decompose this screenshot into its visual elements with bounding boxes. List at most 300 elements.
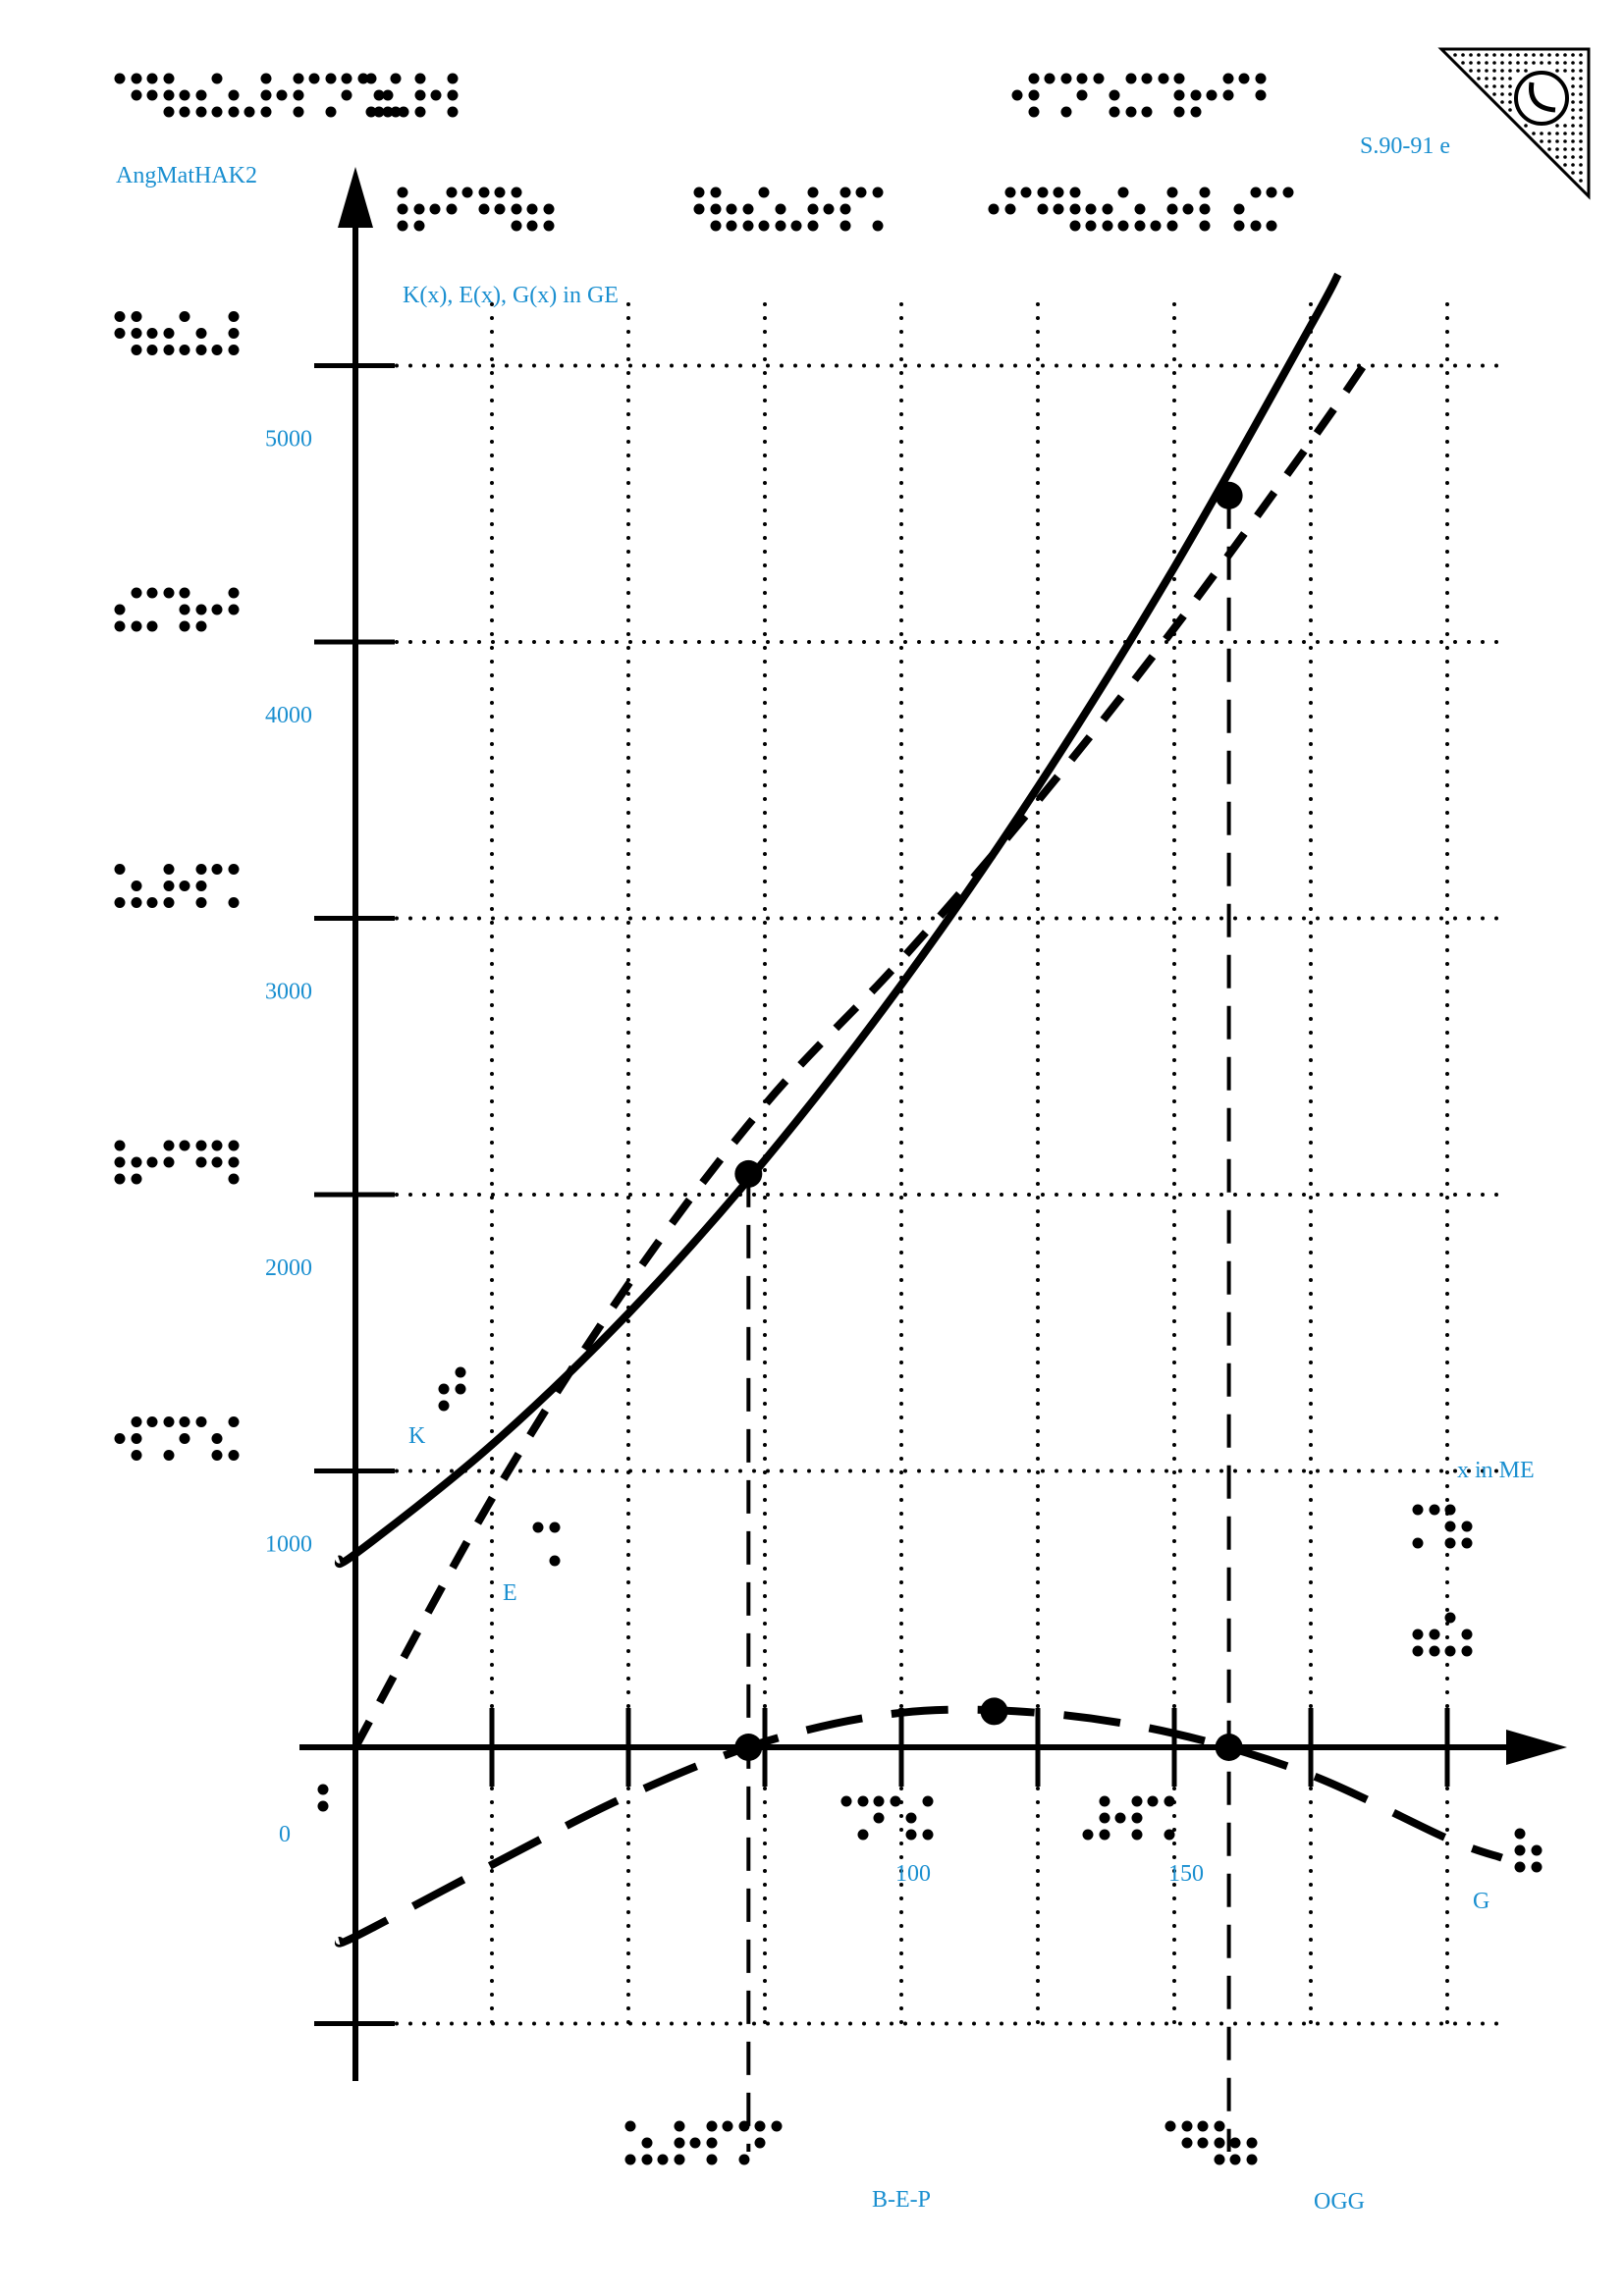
braille-dot [755, 2138, 766, 2149]
braille-dot [1054, 187, 1064, 198]
braille-dot [229, 311, 240, 322]
braille-dot [398, 204, 408, 215]
braille-dot [550, 1556, 561, 1567]
braille-dot [1413, 1505, 1424, 1516]
braille-dot [1045, 74, 1056, 84]
braille-dot [132, 1157, 142, 1168]
braille-dot [1223, 90, 1234, 101]
braille-dot [1110, 90, 1120, 101]
braille-dot [196, 881, 207, 891]
braille-dot [1267, 221, 1277, 232]
braille-dot [1191, 90, 1202, 101]
braille-dot [1515, 1845, 1526, 1856]
braille-dot [318, 1801, 329, 1812]
braille-dot [1251, 221, 1262, 232]
braille-dot [1151, 221, 1162, 232]
braille-dot [694, 187, 705, 198]
braille-dot [366, 107, 377, 118]
braille-dot [840, 204, 851, 215]
series-k-line [339, 275, 1338, 1564]
braille-dot [212, 1433, 223, 1444]
braille-dot [707, 2138, 718, 2149]
braille-dot [229, 897, 240, 908]
braille-dot [1215, 2155, 1225, 2165]
braille-dot [1094, 74, 1105, 84]
braille-dot [196, 621, 207, 632]
braille-dot [1200, 221, 1211, 232]
braille-dot [527, 221, 538, 232]
braille-dot [840, 221, 851, 232]
braille-dot [180, 345, 190, 355]
braille-dot [1029, 90, 1040, 101]
braille-dot [196, 328, 207, 339]
y-tick-label: 4000 [265, 703, 312, 728]
y-tick-label: 3000 [265, 979, 312, 1005]
braille-dot [229, 1416, 240, 1427]
braille-dot [164, 1157, 175, 1168]
braille-dot [277, 90, 288, 101]
axes [299, 167, 1567, 2081]
braille-dot [180, 1433, 190, 1444]
braille-dot [196, 1416, 207, 1427]
braille-dot [1070, 204, 1081, 215]
intersection-points [734, 482, 1242, 1761]
braille-dot [115, 1433, 126, 1444]
braille-dot [229, 1450, 240, 1461]
braille-dot [1462, 1522, 1473, 1532]
braille-dot [841, 1796, 852, 1807]
braille-dot [1110, 107, 1120, 118]
braille-dot [212, 107, 223, 118]
braille-dot [1167, 204, 1178, 215]
braille-dot [180, 1416, 190, 1427]
braille-dot [147, 897, 158, 908]
braille-dot [642, 2138, 653, 2149]
braille-dot [398, 187, 408, 198]
braille-dot [342, 74, 352, 84]
braille-dot [132, 1450, 142, 1461]
braille-dot [1230, 2155, 1241, 2165]
braille-dot [415, 74, 426, 84]
braille-dot [196, 1157, 207, 1168]
drop-lines [748, 496, 1228, 2152]
braille-dot [675, 2155, 685, 2165]
braille-dot [180, 311, 190, 322]
braille-dot [1118, 221, 1129, 232]
braille-dot [1167, 187, 1178, 198]
braille-dot [1182, 2121, 1193, 2132]
braille-dot [1200, 204, 1211, 215]
braille-dot [495, 187, 506, 198]
braille-dot [1077, 90, 1088, 101]
braille-dot [512, 187, 522, 198]
data-point [734, 1734, 762, 1761]
braille-dot [326, 107, 337, 118]
doc-code: AngMatHAK2 [116, 163, 257, 188]
braille-dot [196, 864, 207, 875]
braille-dot [1159, 74, 1169, 84]
braille-dot [115, 1141, 126, 1151]
braille-dot [707, 2121, 718, 2132]
braille-dot [711, 204, 722, 215]
data-point [1216, 1734, 1243, 1761]
braille-dot [439, 1384, 450, 1395]
braille-dot [1086, 221, 1097, 232]
braille-dot [383, 107, 394, 118]
braille-dot [180, 107, 190, 118]
series [339, 275, 1502, 1944]
braille-dot [1142, 107, 1153, 118]
braille-dot [550, 1522, 561, 1533]
braille-dot [115, 1174, 126, 1185]
braille-dot [1012, 90, 1023, 101]
braille-dot [132, 311, 142, 322]
braille-dot [1142, 74, 1153, 84]
braille-dot [512, 221, 522, 232]
braille-dot [658, 2155, 669, 2165]
braille-dot [196, 897, 207, 908]
braille-dot [1430, 1505, 1440, 1516]
braille-dot [874, 1796, 885, 1807]
braille-dot [447, 204, 458, 215]
braille-dot [1132, 1813, 1143, 1824]
braille-dot [164, 897, 175, 908]
braille-dot [115, 621, 126, 632]
braille-dot [1430, 1646, 1440, 1657]
braille-dot [196, 345, 207, 355]
braille-dot [1038, 187, 1049, 198]
braille-dot [1413, 1538, 1424, 1549]
braille-dot [164, 1416, 175, 1427]
braille-dot [147, 74, 158, 84]
braille-dot [147, 90, 158, 101]
braille-dot [415, 90, 426, 101]
braille-dot [294, 107, 304, 118]
braille-dot [391, 74, 402, 84]
braille-dot [244, 107, 255, 118]
braille-dot [180, 605, 190, 615]
braille-dot [1462, 1646, 1473, 1657]
braille-dot [164, 1450, 175, 1461]
braille-dot [906, 1830, 917, 1841]
braille-dot [874, 1813, 885, 1824]
braille-dot [1215, 2121, 1225, 2132]
braille-dot [261, 74, 272, 84]
braille-dot [164, 345, 175, 355]
braille-dot [690, 2138, 701, 2149]
braille-dot [448, 74, 459, 84]
braille-dot [229, 107, 240, 118]
braille-dot [759, 221, 770, 232]
braille-dot [1532, 1862, 1543, 1873]
braille-dot [1462, 1629, 1473, 1640]
curve-label-k: K [408, 1423, 426, 1449]
braille-dot [132, 897, 142, 908]
braille-dot [132, 1174, 142, 1185]
braille-dot [495, 204, 506, 215]
braille-dot [808, 204, 819, 215]
x-axis-arrow-icon [1506, 1730, 1567, 1765]
braille-dot [1005, 204, 1016, 215]
braille-dot [1215, 2138, 1225, 2149]
braille-dot [923, 1796, 934, 1807]
braille-dot [229, 588, 240, 599]
curve-label-g: G [1473, 1889, 1490, 1914]
braille-dot [625, 2121, 636, 2132]
braille-dot [1103, 204, 1113, 215]
braille-dot [776, 221, 786, 232]
braille-dot [1430, 1629, 1440, 1640]
braille-dot [115, 1157, 126, 1168]
braille-dot [212, 605, 223, 615]
annotation-bep: B-E-P [872, 2187, 931, 2213]
braille-dot [294, 74, 304, 84]
braille-dot [1462, 1538, 1473, 1549]
braille-dot [196, 605, 207, 615]
braille-dot [1413, 1646, 1424, 1657]
braille-dot [164, 107, 175, 118]
braille-dot [132, 881, 142, 891]
braille-dot [772, 2121, 783, 2132]
braille-dot [873, 221, 884, 232]
braille-dot [1198, 2138, 1209, 2149]
braille-dot [1515, 1829, 1526, 1840]
braille-dot [858, 1830, 869, 1841]
braille-dot [439, 1401, 450, 1412]
braille-dot [212, 1450, 223, 1461]
braille-dot [1135, 221, 1146, 232]
braille-dot [212, 864, 223, 875]
braille-dot [743, 221, 754, 232]
braille-dot [261, 90, 272, 101]
braille-dot [383, 90, 394, 101]
braille-dot [196, 1141, 207, 1151]
braille-dot [294, 90, 304, 101]
braille-dot [1100, 1830, 1110, 1841]
braille-dot [1247, 2138, 1258, 2149]
braille-dot [1126, 74, 1137, 84]
braille-dot [398, 221, 408, 232]
braille-dot [1223, 74, 1234, 84]
braille-dot [115, 864, 126, 875]
braille-dot [261, 107, 272, 118]
braille-dot [711, 221, 722, 232]
braille-dot [1167, 221, 1178, 232]
braille-dot [132, 1433, 142, 1444]
braille-dot [115, 897, 126, 908]
braille-dot [791, 221, 802, 232]
braille-dot [1100, 1813, 1110, 1824]
braille-dot [366, 74, 377, 84]
braille-dot [132, 621, 142, 632]
braille-dot [1413, 1629, 1424, 1640]
braille-dot [856, 187, 867, 198]
braille-dot [132, 1416, 142, 1427]
braille-dot [1165, 2121, 1176, 2132]
braille-dot [1103, 221, 1113, 232]
braille-dot [1191, 107, 1202, 118]
braille-dot [447, 187, 458, 198]
braille-dot [675, 2138, 685, 2149]
x-tick-label: 0 [279, 1822, 291, 1847]
braille-dot [164, 90, 175, 101]
braille-dot [1198, 2121, 1209, 2132]
braille-dot [642, 2155, 653, 2165]
curve-label-e: E [503, 1580, 517, 1606]
braille-dot [1230, 2138, 1241, 2149]
braille-dot [1070, 221, 1081, 232]
braille-dot [707, 2155, 718, 2165]
braille-dot [891, 1796, 901, 1807]
braille-dot [132, 328, 142, 339]
braille-dot [132, 90, 142, 101]
data-point [981, 1697, 1008, 1725]
braille-dot [1532, 1845, 1543, 1856]
braille-dot [544, 221, 555, 232]
y-tick-label: 1000 [265, 1531, 312, 1558]
labels [116, 133, 1535, 2215]
braille-dot [448, 107, 459, 118]
page-ref: S.90-91 e [1360, 133, 1450, 159]
braille-dot [824, 204, 835, 215]
braille-dot [1239, 74, 1250, 84]
braille-dot [1174, 90, 1185, 101]
braille-dot [229, 328, 240, 339]
braille-dot [212, 74, 223, 84]
braille-dot [180, 588, 190, 599]
data-point [734, 1160, 762, 1188]
braille-dot [132, 588, 142, 599]
braille-dot [1005, 187, 1016, 198]
y-axis-arrow-icon [338, 167, 373, 228]
braille-dot [147, 1157, 158, 1168]
braille-dot [1132, 1830, 1143, 1841]
braille-dot [479, 187, 490, 198]
braille-dot [1174, 107, 1185, 118]
braille-dot [229, 345, 240, 355]
braille-dot [132, 74, 142, 84]
braille-dot [1207, 90, 1218, 101]
braille-dot [180, 621, 190, 632]
braille-dot [1445, 1538, 1456, 1549]
braille-dot [1126, 107, 1137, 118]
braille-dot [527, 204, 538, 215]
braille-dot [164, 328, 175, 339]
braille-dot [1038, 204, 1049, 215]
corner-logo-icon [1441, 49, 1589, 196]
braille-dot [164, 588, 175, 599]
braille-dot [147, 1416, 158, 1427]
braille-dot [229, 1141, 240, 1151]
braille-dot [180, 881, 190, 891]
braille-dot [196, 90, 207, 101]
braille-dot [212, 345, 223, 355]
braille-dot [1115, 1813, 1126, 1824]
braille-dot [147, 328, 158, 339]
braille-dot [1256, 74, 1267, 84]
braille-dot [840, 187, 851, 198]
braille-dot [533, 1522, 544, 1533]
braille-dot [1148, 1796, 1159, 1807]
x-tick-label: 100 [895, 1861, 931, 1887]
braille-dot [1182, 2138, 1193, 2149]
y-tick-label: 5000 [265, 426, 312, 453]
braille-dot [196, 107, 207, 118]
braille-dot [180, 90, 190, 101]
braille-dot [1267, 187, 1277, 198]
braille-dot [164, 881, 175, 891]
braille-dot [625, 2155, 636, 2165]
braille-dot [180, 1141, 190, 1151]
braille-dot [858, 1796, 869, 1807]
braille-dot [430, 204, 441, 215]
braille-dot [1247, 2155, 1258, 2165]
braille-dot [164, 864, 175, 875]
braille-dot [1070, 187, 1081, 198]
braille-dot [711, 187, 722, 198]
braille-dot [1100, 1796, 1110, 1807]
braille-dot [415, 107, 426, 118]
braille-dot [1251, 187, 1262, 198]
braille-dot [212, 1141, 223, 1151]
braille-dot [414, 204, 425, 215]
braille-dot [342, 90, 352, 101]
braille-dot [115, 605, 126, 615]
braille-dot [318, 1785, 329, 1795]
braille-dot [1234, 221, 1245, 232]
braille-dot [1021, 187, 1032, 198]
braille-dot [512, 204, 522, 215]
braille-dot [808, 221, 819, 232]
braille-dot [1515, 1862, 1526, 1873]
braille-dot [132, 345, 142, 355]
braille-dot [115, 311, 126, 322]
braille-dot [743, 204, 754, 215]
braille-dot [544, 204, 555, 215]
braille-dot [675, 2121, 685, 2132]
braille-dot [431, 90, 442, 101]
braille-dot [147, 588, 158, 599]
braille-dot [479, 204, 490, 215]
braille-dot [462, 187, 473, 198]
series-e-line [355, 363, 1366, 1747]
braille-dot [1135, 204, 1146, 215]
braille-dot [147, 621, 158, 632]
braille-dot [229, 864, 240, 875]
braille-dot [456, 1384, 466, 1395]
braille-dot [326, 74, 337, 84]
braille-dot [727, 221, 737, 232]
braille-dot [1061, 74, 1072, 84]
data-point [1216, 482, 1243, 509]
braille-dot [147, 345, 158, 355]
braille-dot [115, 74, 126, 84]
braille-dot [1132, 1796, 1143, 1807]
braille-dot [1283, 187, 1294, 198]
y-tick-label: 2000 [265, 1255, 312, 1281]
braille-dot [759, 187, 770, 198]
y-axis-title: K(x), E(x), G(x) in GE [403, 283, 619, 308]
braille-dot [1086, 204, 1097, 215]
braille-dot [1118, 187, 1129, 198]
braille-dot [1234, 204, 1245, 215]
braille-dot [873, 187, 884, 198]
braille-dot [723, 2121, 733, 2132]
braille-dot [229, 90, 240, 101]
braille-dot [456, 1367, 466, 1378]
braille-dot [309, 74, 320, 84]
braille-dot [1083, 1830, 1094, 1841]
